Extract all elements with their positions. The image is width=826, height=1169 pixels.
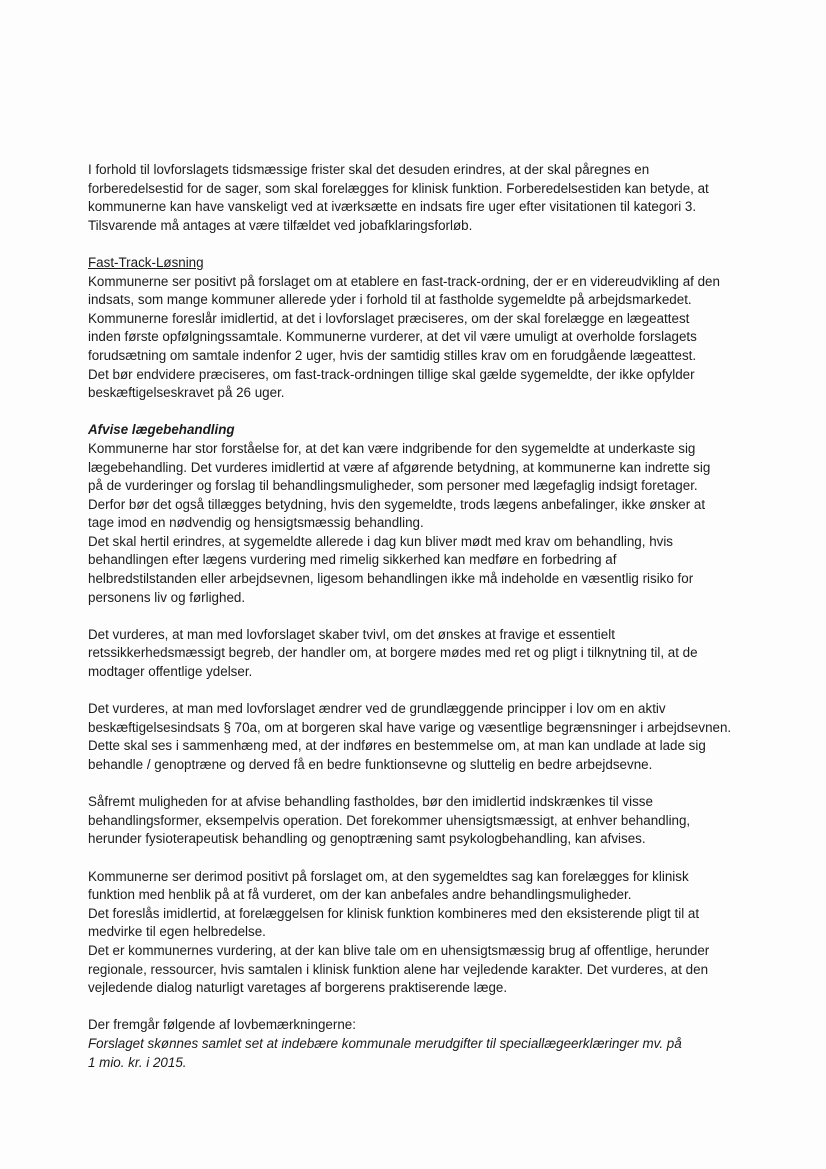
- section-afvise-laegebehandling: [88, 421, 738, 607]
- quote-line: 1 mio. kr. i 2015.: [88, 1054, 187, 1070]
- text-line: Det er kommunernes vurdering, at der kan blive tale om en uhensigtsmæssig brug af offentlige, herunder: [88, 942, 710, 958]
- text-line: retssikkerhedsmæssigt begreb, der handler om, at borgere mødes med ret og pligt i tilknytning til, at de: [88, 645, 698, 661]
- text-line: behandlingen efter lægens vurdering med rimelig sikkerhed kan medføre en forbedring af: [88, 552, 617, 568]
- text-line: beskæftigelsesindsats § 70a, om at borgeren skal have varige og væsentlige begrænsninger i arbejdsevnen.: [88, 719, 732, 735]
- paragraph-restrict-refusal: [88, 793, 738, 849]
- text-line: kommunerne kan have vanskeligt ved at iværksætte en indsats fire uger efter visitationen til kategori 3.: [88, 199, 697, 215]
- text-line: Det bør endvidere præciseres, om fast-track-ordningen tillige skal gælde sygemeldte, der ikke opfylder: [88, 366, 695, 382]
- text-line: Kommunerne har stor forståelse for, at det kan være indgribende for den sygemeldte at underkaste sig: [88, 440, 696, 456]
- text-line: Det foreslås imidlertid, at forelæggelsen for klinisk funktion kombineres med den eksisterende pligt til at: [88, 905, 700, 921]
- text-line: Det skal hertil erindres, at sygemeldte allerede i dag kun bliver mødt med krav om behandling, hvis: [88, 533, 674, 549]
- paragraph-legal-certainty: [88, 626, 738, 682]
- text-line: Det vurderes, at man med lovforslaget ændrer ved de grundlæggende principper i lov om en aktiv: [88, 701, 666, 717]
- paragraph-principles: [88, 700, 738, 774]
- section-fast-track: [88, 254, 738, 403]
- text-line: på de vurderinger og forslag til behandlingsmuligheder, som personer med lægefaglig indsigt foretager.: [88, 478, 698, 494]
- text-line: regionale, ressourcer, hvis samtalen i klinisk funktion alene har vejledende karakter. Det vurderes, at den: [88, 961, 709, 977]
- text-line: I forhold til lovforslagets tidsmæssige frister skal det desuden erindres, at der skal påregnes en: [88, 162, 650, 177]
- paragraph-deadlines: [88, 161, 738, 235]
- paragraph-clinical-function: [88, 868, 738, 998]
- text-line: Kommunerne ser positivt på forslaget om at etablere en fast-track-ordning, der er en videreudvikling af den: [88, 273, 720, 289]
- text-line: behandlingsformer, eksempelvis operation. Det forekommer uhensigtsmæssigt, at enhver behandling,: [88, 812, 691, 828]
- text-line: Dette skal ses i sammenhæng med, at der indføres en bestemmelse om, at man kan undlade at lade sig: [88, 738, 706, 754]
- text-line: Kommunerne foreslår imidlertid, at det i lovforslaget præciseres, om der skal forelægge en lægeattest: [88, 310, 690, 326]
- text-line: Tilsvarende må antages at være tilfældet ved jobafklaringsforløb.: [88, 217, 473, 233]
- text-line: Det vurderes, at man med lovforslaget skaber tvivl, om det ønskes at fravige et essentielt: [88, 626, 615, 642]
- text-line: behandle / genoptræne og derved få en bedre funktionsevne og sluttelig en bedre arbejdsevne.: [88, 757, 653, 772]
- text-line: lægebehandling. Det vurderes imidlertid at være af afgørende betydning, at kommunerne kan indrette sig: [88, 459, 711, 475]
- document-body: [88, 161, 738, 1091]
- text-line: tage imod en nødvendig og hensigtsmæssig behandling.: [88, 515, 424, 531]
- text-line: Såfremt muligheden for at afvise behandling fastholdes, bør den imidlertid indskrænkes til visse: [88, 794, 653, 810]
- text-line: indsats, som mange kommuner allerede yder i forhold til at fastholde sygemeldte på arbejdsmarkedet.: [88, 292, 692, 308]
- text-line: vejledende dialog naturligt varetages af borgerens praktiserende læge.: [88, 980, 508, 996]
- text-line: Der fremgår følgende af lovbemærkningerne:: [88, 1017, 356, 1033]
- section-heading-afvise: Afvise lægebehandling: [88, 422, 235, 438]
- text-line: medvirke til egen helbredelse.: [88, 924, 266, 940]
- text-line: forudsætning om samtale indenfor 2 uger, hvis der samtidig stilles krav om en forudgående lægeattest.: [88, 347, 697, 363]
- text-line: helbredstilstanden eller arbejdsevnen, ligesom behandlingen ikke må indeholde en væsentlig risiko for: [88, 571, 694, 587]
- text-line: funktion med henblik på at få vurderet, om der kan anbefales andre behandlingsmuligheder.: [88, 887, 632, 903]
- text-line: personens liv og førlighed.: [88, 589, 246, 605]
- text-line: Kommunerne ser derimod positivt på forslaget om, at den sygemeldtes sag kan forelægges for klinisk: [88, 868, 689, 884]
- paragraph-remarks: [88, 1016, 738, 1072]
- section-heading-fast-track: Fast-Track-Løsning: [88, 254, 204, 270]
- text-line: modtager offentlige ydelser.: [88, 664, 253, 680]
- text-line: forberedelsestid for de sager, som skal forelægges for klinisk funktion. Forberedelsestiden kan betyde, at: [88, 180, 709, 196]
- text-line: Derfor bør det også tillægges betydning, hvis den sygemeldte, trods lægens anbefalinger, ikke ønsker at: [88, 496, 706, 512]
- quote-line: Forslaget skønnes samlet set at indebære kommunale merudgifter til speciallægeerklæringer mv. på: [88, 1035, 682, 1051]
- text-line: herunder fysioterapeutisk behandling og genoptræning samt psykologbehandling, kan afvises.: [88, 831, 646, 847]
- text-line: inden første opfølgningssamtale. Kommunerne vurderer, at det vil være umuligt at overholde forslagets: [88, 329, 697, 345]
- text-line: beskæftigelseskravet på 26 uger.: [88, 385, 285, 401]
